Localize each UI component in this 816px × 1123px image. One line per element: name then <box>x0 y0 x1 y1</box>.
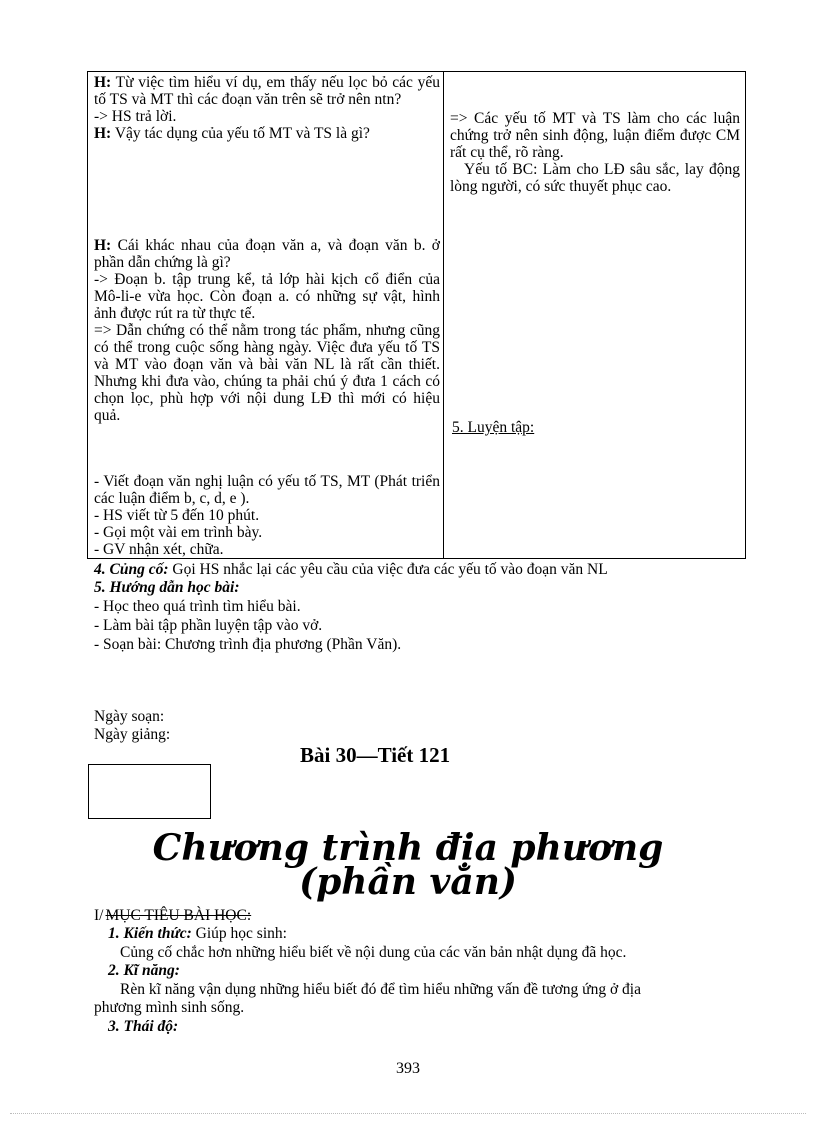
lesson-table <box>87 71 746 559</box>
objectives-heading <box>94 907 251 924</box>
question-label: H: <box>94 74 112 91</box>
homework-item: - Học theo quá trình tìm hiểu bài. <box>94 598 301 615</box>
lesson-heading: Bài 30—Tiết 121 <box>300 743 451 767</box>
roman-numeral: I/ <box>94 907 104 924</box>
left-block-2 <box>94 237 440 424</box>
conclusion-text: => Dẫn chứng có thể nằm trong tác phẩm, nhưng cũng có thể trong cuộc sống hàng ngày. Việc đưa yếu tố TS và MT vào đoạn văn và bài văn NL là rất cần thiết. Nhưng khi đưa vào, chúng ta phải chú ý đưa 1 cách có chọn lọc, phù hợp với nội dung LĐ thì mới có hiệu quả. <box>94 322 440 424</box>
preparation-date-label: Ngày soạn: <box>94 708 165 725</box>
page-title: Chương trình địa phương <box>152 827 664 869</box>
question-label: H: <box>94 125 112 142</box>
exercise-step: - HS viết từ 5 đến 10 phút. <box>94 507 260 524</box>
notes-box <box>88 764 211 819</box>
skills-detail-cont: phương mình sinh sống. <box>94 999 245 1016</box>
right-block-1 <box>450 110 740 195</box>
exercise-instruction: - Viết đoạn văn nghị luận có yếu tố TS, MT (Phát triển các luận điểm b, c, d, e ). <box>94 473 440 507</box>
consolidation-text: Gọi HS nhắc lại các yêu cầu của việc đưa các yếu tố vào đoạn văn NL <box>168 561 608 578</box>
table-right-column <box>444 72 746 559</box>
bottom-divider <box>10 1113 806 1114</box>
knowledge-line <box>108 925 287 942</box>
question-text: Vậy tác dụng của yếu tố MT và TS là gì? <box>111 125 370 142</box>
knowledge-label: 1. Kiến thức: <box>108 925 192 942</box>
knowledge-text: Giúp học sinh: <box>191 925 287 942</box>
attitude-label: 3. Thái độ: <box>108 1018 179 1035</box>
homework-item: - Soạn bài: Chương trình địa phương (Phần Văn). <box>94 636 402 653</box>
question-label: H: <box>94 237 112 254</box>
left-block-3 <box>94 473 440 558</box>
skills-label: 2. Kĩ năng: <box>108 962 180 979</box>
effect-text: => Các yếu tố MT và TS làm cho các luận chứng trở nên sinh động, luận điểm được CM rất cụ thể, rõ ràng. <box>450 110 740 161</box>
teaching-date-label: Ngày giảng: <box>94 726 171 743</box>
page-subtitle: (phần văn) <box>299 861 517 903</box>
table-left-column <box>88 72 444 559</box>
answer-text: -> Đoạn b. tập trung kể, tả lớp hài kịch cổ điển của Mô-li-e vừa học. Còn đoạn a. có những sự vật, hình ảnh được rút ra từ thực tế. <box>94 271 440 322</box>
left-block-1 <box>94 74 440 142</box>
effect-text-bc: Yếu tố BC: Làm cho LĐ sâu sắc, lay động lòng người, có sức thuyết phục cao. <box>450 161 740 195</box>
objectives-title: MỤC TIÊU BÀI HỌC: <box>105 907 252 924</box>
knowledge-detail: Củng cố chắc hơn những hiểu biết về nội dung của các văn bản nhật dụng đã học. <box>120 944 627 961</box>
skills-detail: Rèn kĩ năng vận dụng những hiểu biết đó để tìm hiểu những vấn đề tương ứng ở địa <box>120 981 641 998</box>
page-number: 393 <box>396 1060 420 1077</box>
consolidation-line <box>94 561 608 578</box>
exercise-step: - GV nhận xét, chữa. <box>94 541 224 558</box>
question-text: Cái khác nhau của đoạn văn a, và đoạn văn b. ở phần dẫn chứng là gì? <box>94 237 440 271</box>
homework-heading: 5. Hướng dẫn học bài: <box>94 579 240 596</box>
practice-heading: 5. Luyện tập: <box>452 419 535 436</box>
homework-item: - Làm bài tập phần luyện tập vào vở. <box>94 617 323 634</box>
consolidation-label: 4. Củng cố: <box>94 561 169 578</box>
exercise-step: - Gọi một vài em trình bày. <box>94 524 263 541</box>
question-text: Từ việc tìm hiểu ví dụ, em thấy nếu lọc bỏ các yếu tố TS và MT thì các đoạn văn trên sẽ trở nên ntn? <box>94 74 440 108</box>
answer-text: -> HS trả lời. <box>94 108 177 125</box>
